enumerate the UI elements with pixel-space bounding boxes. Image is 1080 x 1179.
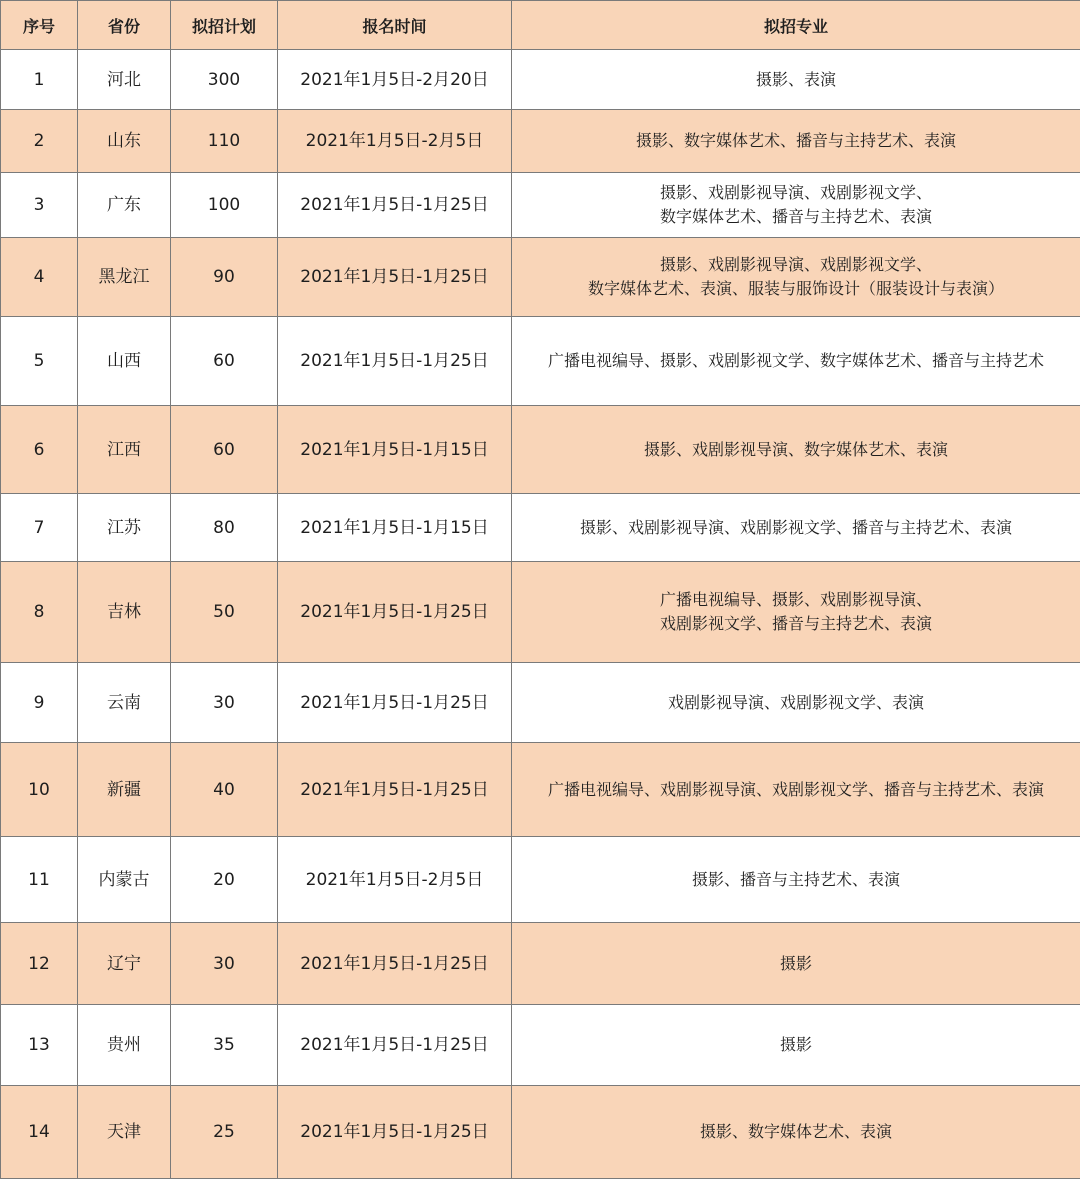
header-date: 报名时间 bbox=[278, 1, 512, 50]
cell-majors bbox=[512, 494, 1080, 562]
cell-date: 2021年1月5日-1月25日 bbox=[278, 743, 512, 837]
cell-province: 贵州 bbox=[78, 1005, 171, 1086]
cell-province: 山东 bbox=[78, 110, 171, 173]
cell-no: 9 bbox=[1, 663, 78, 743]
cell-plan: 30 bbox=[171, 663, 278, 743]
cell-plan: 100 bbox=[171, 173, 278, 238]
majors-line: 摄影、戏剧影视导演、戏剧影视文学、 bbox=[516, 253, 1076, 277]
cell-no: 2 bbox=[1, 110, 78, 173]
cell-date: 2021年1月5日-1月25日 bbox=[278, 1005, 512, 1086]
cell-plan: 110 bbox=[171, 110, 278, 173]
table-row bbox=[1, 1086, 1080, 1179]
table-row bbox=[1, 494, 1080, 562]
header-plan: 拟招计划 bbox=[171, 1, 278, 50]
cell-date: 2021年1月5日-1月25日 bbox=[278, 317, 512, 406]
majors-line: 戏剧影视导演、戏剧影视文学、表演 bbox=[516, 691, 1076, 715]
cell-plan: 35 bbox=[171, 1005, 278, 1086]
cell-province: 河北 bbox=[78, 50, 171, 110]
cell-plan: 20 bbox=[171, 837, 278, 923]
cell-date: 2021年1月5日-1月15日 bbox=[278, 494, 512, 562]
cell-plan: 30 bbox=[171, 923, 278, 1005]
cell-plan: 80 bbox=[171, 494, 278, 562]
table-row bbox=[1, 562, 1080, 663]
cell-majors bbox=[512, 50, 1080, 110]
majors-line: 摄影、戏剧影视导演、数字媒体艺术、表演 bbox=[516, 438, 1076, 462]
cell-no: 14 bbox=[1, 1086, 78, 1179]
cell-majors bbox=[512, 837, 1080, 923]
majors-line: 摄影、戏剧影视导演、戏剧影视文学、 bbox=[516, 181, 1076, 205]
cell-no: 10 bbox=[1, 743, 78, 837]
cell-province: 江西 bbox=[78, 406, 171, 494]
cell-no: 13 bbox=[1, 1005, 78, 1086]
table-row bbox=[1, 406, 1080, 494]
majors-line: 摄影、戏剧影视导演、戏剧影视文学、播音与主持艺术、表演 bbox=[516, 516, 1076, 540]
cell-plan: 50 bbox=[171, 562, 278, 663]
majors-line: 摄影、表演 bbox=[516, 68, 1076, 92]
cell-no: 8 bbox=[1, 562, 78, 663]
cell-no: 11 bbox=[1, 837, 78, 923]
cell-province: 辽宁 bbox=[78, 923, 171, 1005]
cell-date: 2021年1月5日-1月25日 bbox=[278, 173, 512, 238]
majors-line: 数字媒体艺术、表演、服装与服饰设计（服装设计与表演） bbox=[516, 277, 1076, 301]
table-body bbox=[1, 50, 1080, 1179]
cell-date: 2021年1月5日-1月25日 bbox=[278, 663, 512, 743]
majors-line: 摄影、数字媒体艺术、播音与主持艺术、表演 bbox=[516, 129, 1076, 153]
table-row bbox=[1, 923, 1080, 1005]
cell-majors bbox=[512, 663, 1080, 743]
cell-province: 云南 bbox=[78, 663, 171, 743]
majors-line: 摄影、播音与主持艺术、表演 bbox=[516, 868, 1076, 892]
cell-majors bbox=[512, 110, 1080, 173]
majors-line: 数字媒体艺术、播音与主持艺术、表演 bbox=[516, 205, 1076, 229]
cell-province: 江苏 bbox=[78, 494, 171, 562]
cell-date: 2021年1月5日-1月25日 bbox=[278, 562, 512, 663]
majors-line: 摄影、数字媒体艺术、表演 bbox=[516, 1120, 1076, 1144]
table-row bbox=[1, 50, 1080, 110]
table-row bbox=[1, 663, 1080, 743]
majors-line: 戏剧影视文学、播音与主持艺术、表演 bbox=[516, 612, 1076, 636]
cell-no: 6 bbox=[1, 406, 78, 494]
cell-date: 2021年1月5日-2月5日 bbox=[278, 837, 512, 923]
cell-province: 天津 bbox=[78, 1086, 171, 1179]
cell-majors bbox=[512, 238, 1080, 317]
table-row bbox=[1, 743, 1080, 837]
cell-no: 7 bbox=[1, 494, 78, 562]
cell-majors bbox=[512, 923, 1080, 1005]
cell-no: 5 bbox=[1, 317, 78, 406]
header-majors: 拟招专业 bbox=[512, 1, 1080, 50]
cell-majors bbox=[512, 562, 1080, 663]
table-row bbox=[1, 110, 1080, 173]
cell-province: 黑龙江 bbox=[78, 238, 171, 317]
cell-plan: 40 bbox=[171, 743, 278, 837]
cell-date: 2021年1月5日-1月25日 bbox=[278, 1086, 512, 1179]
cell-majors bbox=[512, 406, 1080, 494]
cell-plan: 60 bbox=[171, 317, 278, 406]
majors-line: 摄影 bbox=[516, 952, 1076, 976]
majors-line: 广播电视编导、摄影、戏剧影视导演、 bbox=[516, 588, 1076, 612]
header-no: 序号 bbox=[1, 1, 78, 50]
cell-province: 吉林 bbox=[78, 562, 171, 663]
cell-date: 2021年1月5日-1月25日 bbox=[278, 238, 512, 317]
cell-majors bbox=[512, 743, 1080, 837]
cell-majors bbox=[512, 317, 1080, 406]
cell-plan: 90 bbox=[171, 238, 278, 317]
cell-province: 广东 bbox=[78, 173, 171, 238]
majors-line: 广播电视编导、戏剧影视导演、戏剧影视文学、播音与主持艺术、表演 bbox=[516, 778, 1076, 802]
table-row bbox=[1, 317, 1080, 406]
cell-date: 2021年1月5日-2月20日 bbox=[278, 50, 512, 110]
cell-date: 2021年1月5日-1月25日 bbox=[278, 923, 512, 1005]
cell-majors bbox=[512, 173, 1080, 238]
cell-date: 2021年1月5日-2月5日 bbox=[278, 110, 512, 173]
majors-line: 摄影 bbox=[516, 1033, 1076, 1057]
cell-majors bbox=[512, 1005, 1080, 1086]
cell-province: 新疆 bbox=[78, 743, 171, 837]
table-row bbox=[1, 837, 1080, 923]
cell-no: 3 bbox=[1, 173, 78, 238]
cell-no: 4 bbox=[1, 238, 78, 317]
table-row bbox=[1, 173, 1080, 238]
cell-province: 内蒙古 bbox=[78, 837, 171, 923]
cell-no: 1 bbox=[1, 50, 78, 110]
table-row bbox=[1, 1005, 1080, 1086]
cell-no: 12 bbox=[1, 923, 78, 1005]
cell-province: 山西 bbox=[78, 317, 171, 406]
table-row bbox=[1, 238, 1080, 317]
cell-plan: 300 bbox=[171, 50, 278, 110]
cell-plan: 60 bbox=[171, 406, 278, 494]
table-header-row bbox=[1, 1, 1080, 50]
cell-plan: 25 bbox=[171, 1086, 278, 1179]
header-province: 省份 bbox=[78, 1, 171, 50]
cell-majors bbox=[512, 1086, 1080, 1179]
cell-date: 2021年1月5日-1月15日 bbox=[278, 406, 512, 494]
majors-line: 广播电视编导、摄影、戏剧影视文学、数字媒体艺术、播音与主持艺术 bbox=[516, 349, 1076, 373]
